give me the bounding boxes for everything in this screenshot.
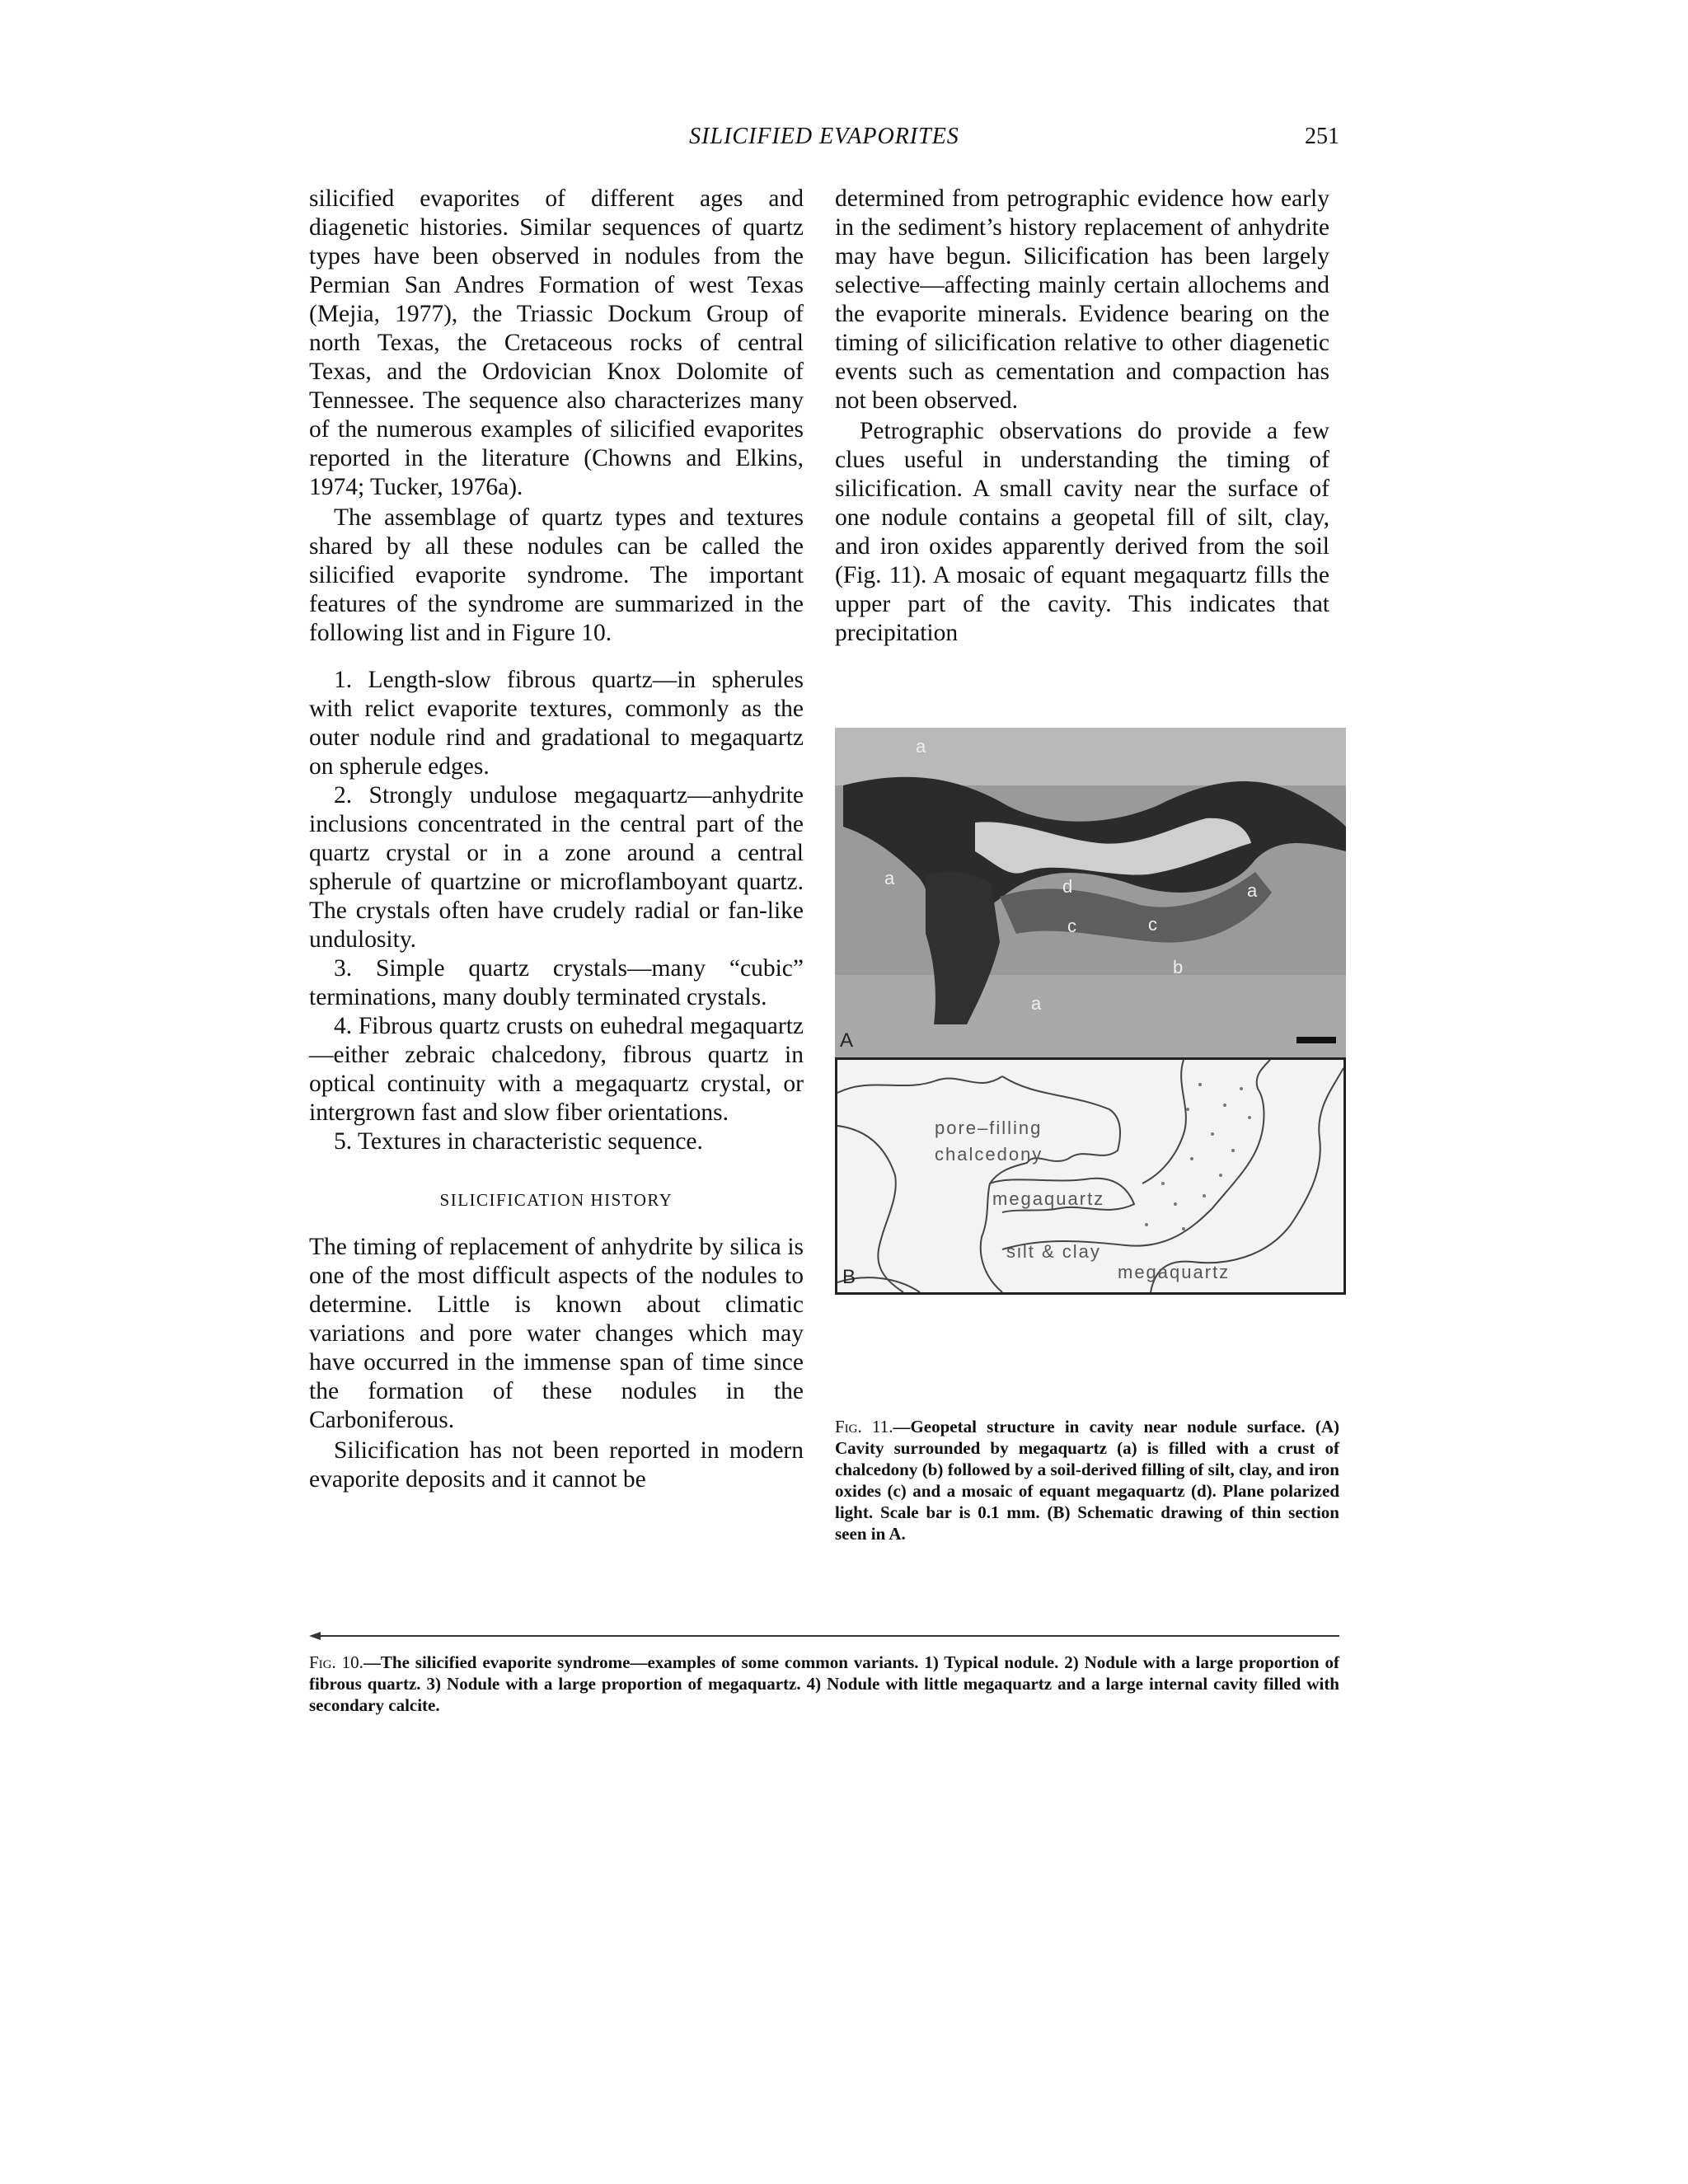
paragraph: Silicification has not been reported in modern evaporite deposits and it cannot be [309, 1437, 804, 1493]
micrograph-label: a [1031, 993, 1042, 1014]
panel-letter-a: A [840, 1029, 854, 1052]
schematic-label: megaquartz [992, 1188, 1105, 1209]
figure-11 [835, 728, 1346, 1387]
micrograph-image [835, 728, 1346, 1057]
schematic-label: chalcedony [935, 1144, 1043, 1165]
micrograph-label: d [1062, 876, 1073, 897]
micrograph-label: a [1247, 880, 1258, 901]
section-heading: SILICIFICATION HISTORY [439, 1190, 673, 1210]
micrograph-label: c [1148, 914, 1157, 935]
paragraph: Petrographic observations do provide a few clues useful in understanding the timing of silicification. A small cavity near the surface of one nodule contains a geopetal fill of silt, clay, and iron oxides apparently derived from the soil (Fig. 11). A mosaic of equant megaquartz fills the upper part of the cavity. This indicates that precipitation [835, 418, 1329, 646]
running-head [309, 124, 1339, 157]
figure-11-caption [835, 1416, 1339, 1544]
schematic-panel-b [835, 1057, 1346, 1295]
syndrome-feature-list [309, 666, 804, 1156]
micrograph-label: a [916, 736, 926, 757]
list-item: 3. Simple quartz crystals—many “cubic” terminations, many doubly terminated crystals. [309, 955, 804, 1010]
micrograph-label: a [884, 868, 895, 888]
micrograph-panel-a [835, 728, 1346, 1057]
paragraph: determined from petrographic evidence how early in the sediment’s history replacement of anhydrite may have begun. Silicification has been largely selective—affecting mainly certain allochems and the evaporite minerals. Evidence bearing on the timing of silicification relative to other diagenetic events such as cementation and compaction has not been observed. [835, 185, 1329, 414]
panel-letter-b: B [842, 1266, 856, 1288]
schematic-label: pore–filling [935, 1118, 1043, 1138]
list-item: 5. Textures in characteristic sequence. [334, 1128, 703, 1155]
paragraph: silicified evaporites of different ages and diagenetic histories. Similar sequences of quartz types have been observed in nodules from the Permian San Andres Formation of west Texas (Mejia, 1977), the Triassic Dockum Group of north Texas, the Cretaceous rocks of central Texas, and the Ordovician Knox Dolomite of Tennessee. The sequence also characterizes many of the numerous examples of silicified evaporites reported in the literature (Chowns and Elkins, 1974; Tucker, 1976a). [309, 185, 804, 500]
list-item: 4. Fibrous quartz crusts on euhedral megaquartz—either zebraic chalcedony, fibrous quartz in optical continuity with a megaquartz crystal, or intergrown fast and slow fiber orientations. [309, 1013, 804, 1126]
caption-text: —Geopetal structure in cavity near nodule surface. (A) Cavity surrounded by megaquartz (a) is filled with a crust of chalcedony (b) followed by a soil-derived filling of silt, clay, and iron oxides (c) and a mosaic of equant megaquartz (d). Plane polarized light. Scale bar is 0.1 mm. (B) Schematic drawing of thin section seen in A. [835, 1417, 1339, 1544]
figure-reference: Fig. 11. [835, 1417, 893, 1436]
list-item: 2. Strongly undulose megaquartz—anhydrite inclusions concentrated in the central part of the quartz crystal or in a zone around a central spherule of quartzine or microflamboyant quartz. The crystals often have crudely radial or fan-like undulosity. [309, 782, 804, 953]
schematic-label: megaquartz [1118, 1262, 1231, 1282]
paragraph: The timing of replacement of anhydrite by silica is one of the most difficult aspects of the nodules to determine. Little is known about climatic variations and pore water changes which may have occurred in the immense span of time since the formation of these nodules in the Carboniferous. [309, 1234, 804, 1433]
arrow-rule [309, 1630, 1339, 1642]
page-number: 251 [1305, 124, 1339, 149]
running-title: SILICIFIED EVAPORITES [689, 124, 959, 149]
caption-text: —The silicified evaporite syndrome—examples of some common variants. 1) Typical nodule. 2) Nodule with a large proportion of fibrous quartz. 3) Nodule with a large proportion of megaquartz. 4) Nodule with little megaquartz and a large internal cavity filled with secondary calcite. [309, 1652, 1339, 1715]
right-column [835, 185, 1329, 648]
schematic-label: silt & clay [1006, 1241, 1101, 1262]
left-column [309, 185, 804, 1494]
micrograph-label: b [1173, 957, 1184, 977]
list-item: 1. Length-slow fibrous quartz—in spherules with relict evaporite textures, commonly as the outer nodule rind and gradational to megaquartz on spherule edges. [309, 667, 804, 780]
figure-reference: Fig. 10. [309, 1652, 363, 1672]
figure-10-caption [309, 1652, 1339, 1716]
paragraph: The assemblage of quartz types and textures shared by all these nodules can be called the silicified evaporite syndrome. The important features of the syndrome are summarized in the following list and in Figure 10. [309, 504, 804, 646]
micrograph-label: c [1067, 916, 1076, 936]
